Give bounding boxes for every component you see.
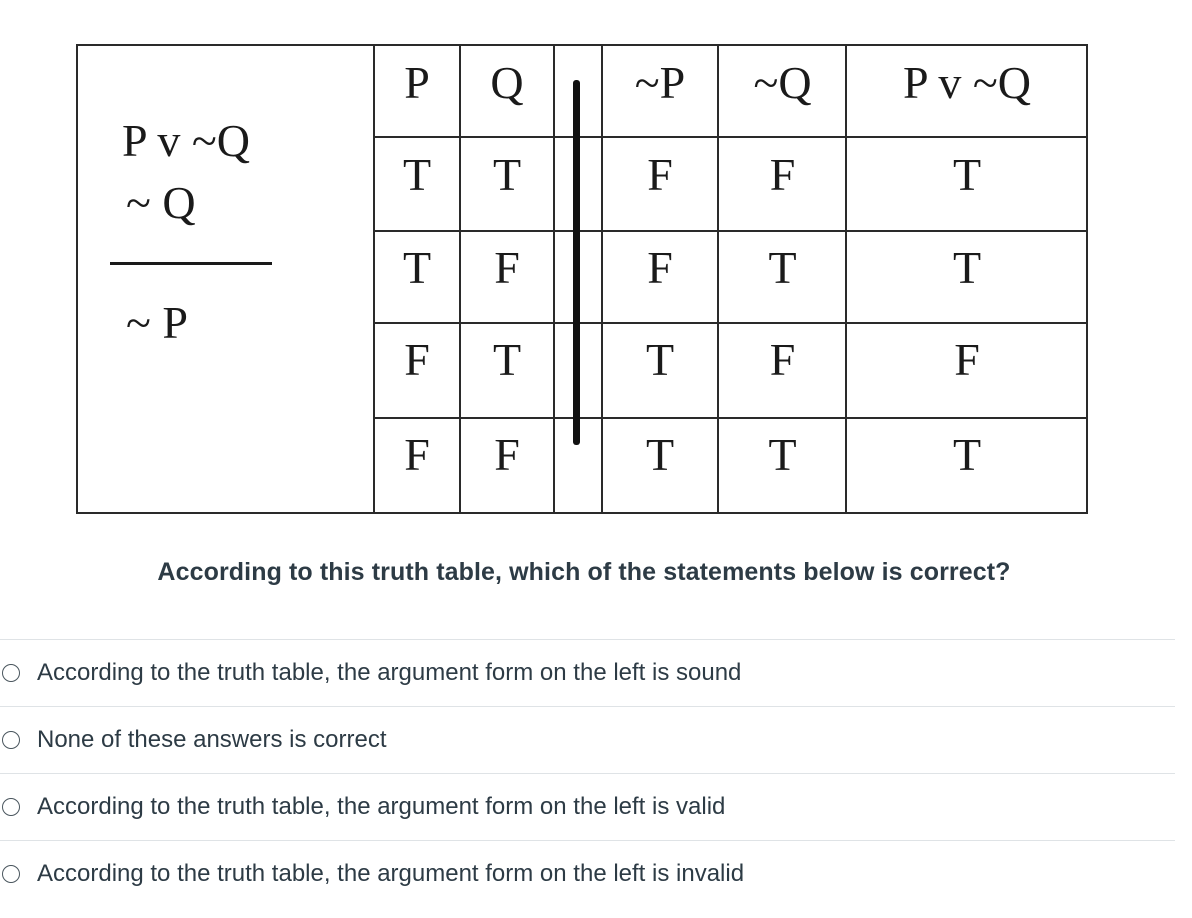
cell: F — [954, 334, 980, 385]
conclusion: ~ P — [126, 297, 188, 348]
answer-label: According to the truth table, the argument form on the left is sound — [37, 659, 742, 686]
argument-form-box — [76, 44, 374, 514]
premise-2: ~ Q — [126, 177, 196, 228]
answer-list — [0, 639, 1175, 907]
cell: F — [404, 429, 430, 480]
cell: F — [404, 334, 430, 385]
cell: T — [768, 429, 797, 480]
header-not-q: ~Q — [753, 57, 812, 108]
cell: T — [492, 149, 522, 200]
answer-option-valid[interactable] — [0, 773, 1175, 840]
cell: T — [645, 334, 675, 385]
radio-button[interactable] — [2, 865, 20, 883]
header-q: Q — [490, 57, 524, 108]
answer-option-invalid[interactable] — [0, 840, 1175, 907]
answer-option-sound[interactable] — [0, 639, 1175, 706]
cell: F — [769, 149, 796, 200]
answer-label: None of these answers is correct — [37, 726, 387, 753]
cell: F — [647, 149, 673, 200]
cell: F — [494, 242, 520, 293]
cell: T — [402, 242, 432, 293]
radio-button[interactable] — [2, 664, 20, 682]
separator-bar — [573, 80, 580, 445]
header-p-or-not-q: P v ~Q — [903, 57, 1031, 108]
cell: T — [645, 429, 675, 480]
question-text: According to this truth table, which of the statements below is correct? — [157, 558, 1011, 586]
cell: F — [494, 429, 520, 480]
cell: T — [952, 429, 982, 480]
cell: T — [952, 149, 982, 200]
cell: T — [768, 242, 797, 293]
cell: T — [952, 242, 982, 293]
radio-button[interactable] — [2, 798, 20, 816]
cell: T — [402, 149, 432, 200]
header-not-p: ~P — [634, 57, 686, 108]
cell: T — [492, 334, 522, 385]
radio-button[interactable] — [2, 731, 20, 749]
answer-label: According to the truth table, the argument form on the left is valid — [37, 793, 726, 820]
conclusion-rule — [110, 262, 272, 265]
premise-1: P v ~Q — [122, 115, 250, 166]
header-p: P — [404, 57, 430, 108]
answer-label: According to the truth table, the argument form on the left is invalid — [37, 860, 745, 887]
answer-option-none[interactable] — [0, 706, 1175, 773]
cell: F — [647, 242, 673, 293]
cell: F — [769, 334, 796, 385]
